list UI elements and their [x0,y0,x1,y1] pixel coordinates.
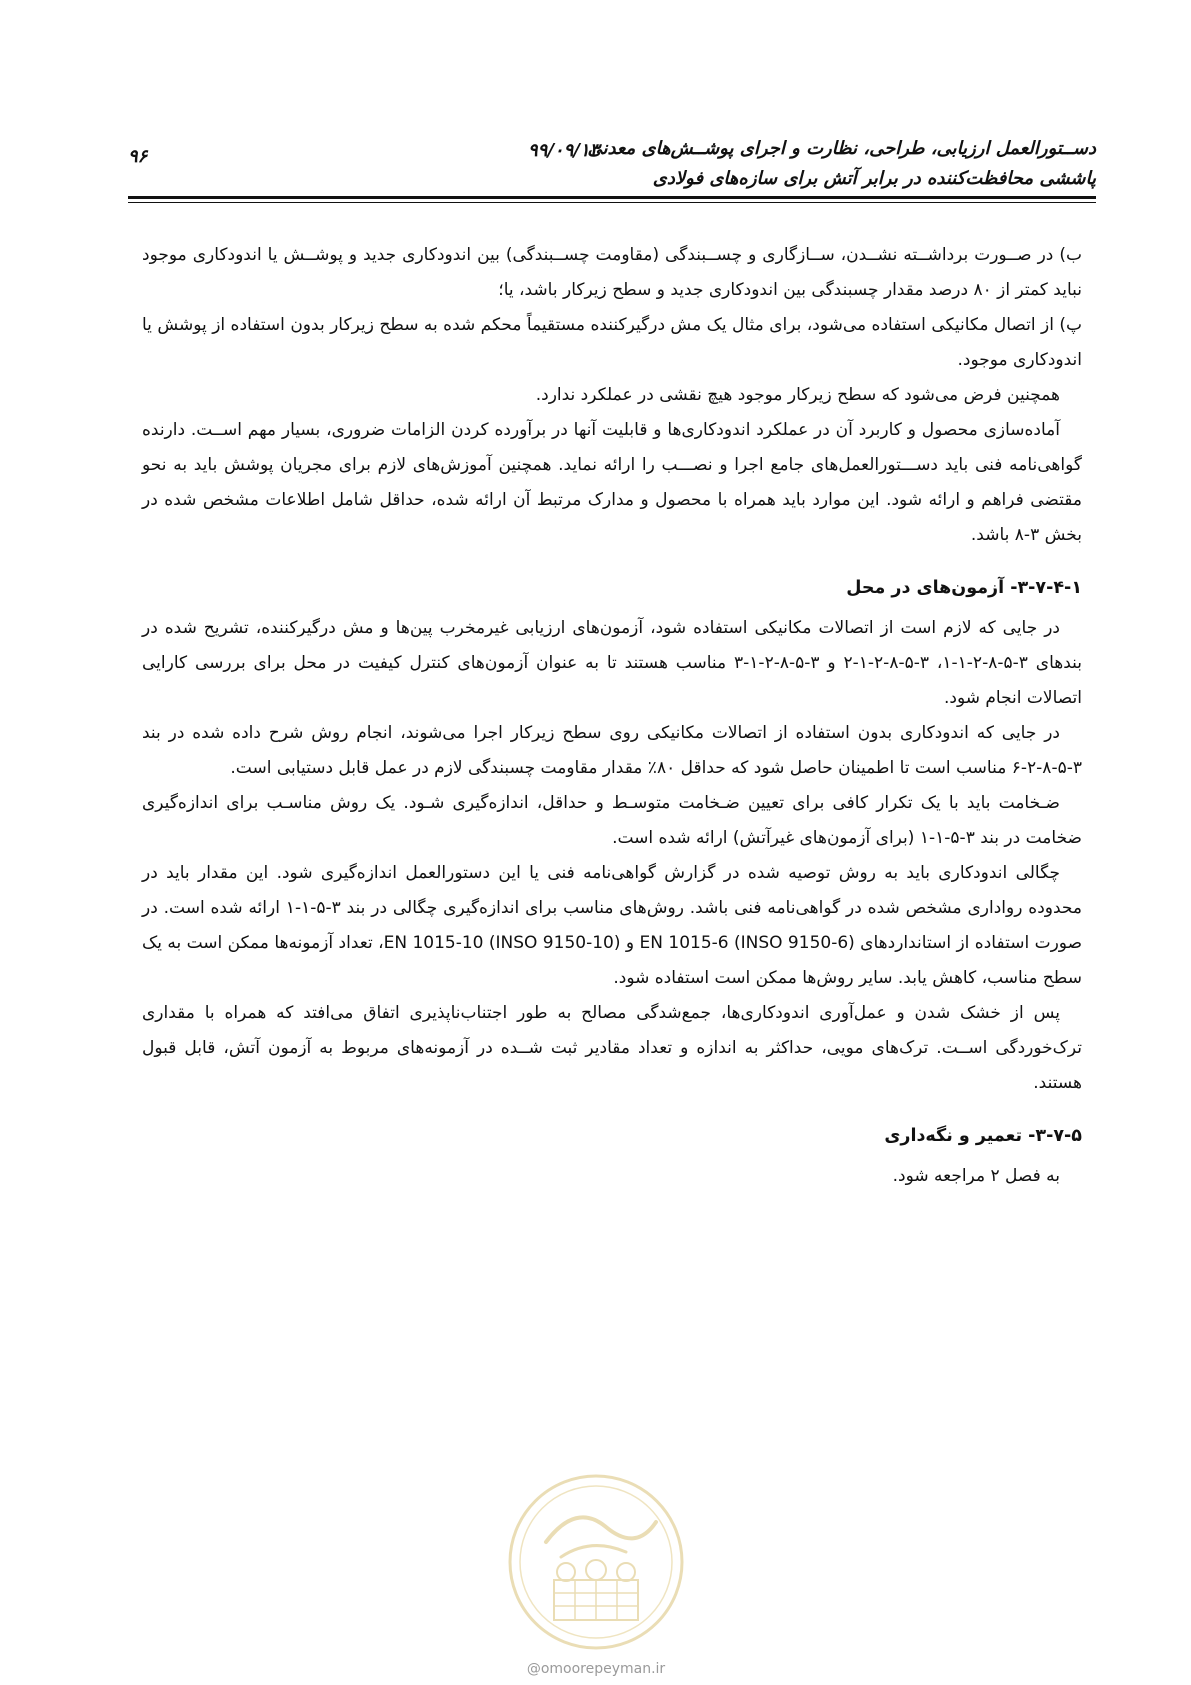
paragraph-assumption: همچنین فرض می‌شود که سطح زیرکار موجود هیچ نقشی در عملکرد ندارد. [535,385,1060,405]
paragraph-tests-1: در جایی که لازم است از اتصالات مکانیکی استفاده شود، آزمون‌های ارزیابی غیرمخرب پین‌ها و مش درگیرکننده، تشریح شده در بندهای ۳-۵-۸-۲-۱-۱، ۳-۵-۸-۲-۱-۲ و ۳-۵-۸-۲-۱-۳ مناسب هستند تا به عنوان آزمون‌های کنترل کیفیت در محل برای بررسی کارایی اتصالات انجام شود. [142,618,1082,708]
header-title [587,134,1096,194]
paragraph-density: چگالی اندودکاری باید به روش توصیه شده در گزارش گواهی‌نامه فنی یا این دستورالعمل اندازه‌گیری شود. این مقدار باید در محدوده رواداری مشخص شده در گواهی‌نامه فنی باشد. روش‌های مناسب برای اندازه‌گیری چگالی در بند ۳-۵-۱-۱ ارائه شده است. در صورت استفاده از استانداردهای EN 1015-6 (INSO 9150-6) و EN 1015-10 (INSO 9150-10)، تعداد آزمونه‌ها ممکن است به یک سطح مناسب، کاهش یابد. سایر روش‌ها ممکن است استفاده شود. [141,863,1082,988]
page-content [142,238,1082,1194]
header-title-line1: دســتورالعمل ارزیابی، طراحی، نظارت و اجرای پوشــش‌های معدنی [587,138,1096,159]
paragraph-tests-2: در جایی که اندودکاری بدون استفاده از اتصالات مکانیکی روی سطح زیرکار اجرا می‌شوند، انجام روش شرح داده شده در بند ۳-۵-۸-۲-۶ مناسب است تا اطمینان حاصل شود که حداقل ۸۰٪ مقدار مقاومت چسبندگی لازم در عمل قابل دستیابی است. [142,723,1082,778]
paragraph-thickness: ضـخامت باید با یک تکرار کافی برای تعیین ضـخامت متوسـط و حداقل، اندازه‌گیری شـود. یک روش مناسـب برای اندازه‌گیری ضخامت در بند ۳-۵-۱-۱ (برای آزمون‌های غیرآتش) ارائه شده است. [142,793,1082,848]
header-rule-thin [128,202,1096,203]
paragraph-cracks: پس از خشک شدن و عمل‌آوری اندودکاری‌ها، جمع‌شدگی مصالح به طور اجتناب‌ناپذیری اتفاق می‌افتد که همراه با مقداری ترک‌خوردگی اســت. ترک‌های مویی، حداکثر به اندازه و تعداد مقادیر ثبت شــده در آزمونه‌های مربوط به آزمون آتش، قابل قبول هستند. [142,1003,1082,1093]
watermark-logo-icon [506,1472,686,1652]
header-rule-thick [128,196,1096,199]
watermark-text: @omoorepeyman.ir [526,1661,666,1677]
paragraph-b: ب) در صــورت برداشــته نشــدن، ســازگاری و چســبندگی (مقاومت چســبندگی) بین اندودکاری جدید و پوشــش یا اندودکاری موجود نباید کمتر از ۸۰ درصد مقدار چسبندگی بین اندودکاری جدید و سطح زیرکار باشد، یا؛ [142,245,1082,300]
page-number: ۹۶ [128,146,148,167]
header-date: ۹۹/۰۹/۱۳ [528,140,600,161]
header-title-line2: پاششی محافظت‌کننده در برابر آتش برای سازه‌های فولادی [652,168,1096,189]
paragraph-preparation: آماده‌سازی محصول و کاربرد آن در عملکرد اندودکاری‌ها و قابلیت آنها در برآورده کردن الزامات ضروری، بسیار مهم اســت. دارنده گواهی‌نامه فنی باید دســـتورالعمل‌های جامع اجرا و نصـــب را ارائه نماید. همچنین آموزش‌های لازم برای مجریان پوشش باید به نحو مقتضی فراهم و ارائه شود. این موارد باید همراه با محصول و مدارک مرتبط آن ارائه شده، حداقل شامل اطلاعات مشخص شده در بخش ۳-۸ باشد. [142,420,1082,545]
section-heading-repair: ۳-۷-۵- تعمیر و نگه‌داری [884,1126,1082,1146]
page-header [128,126,1096,202]
section-heading-onsite-tests: ۳-۷-۴-۱- آزمون‌های در محل [846,578,1082,598]
paragraph-p: پ) از اتصال مکانیکی استفاده می‌شود، برای مثال یک مش درگیرکننده مستقیماً محکم شده به سطح زیرکار بدون استفاده از پوشش یا اندودکاری موجود. [142,315,1082,370]
paragraph-repair: به فصل ۲ مراجعه شود. [892,1166,1060,1186]
